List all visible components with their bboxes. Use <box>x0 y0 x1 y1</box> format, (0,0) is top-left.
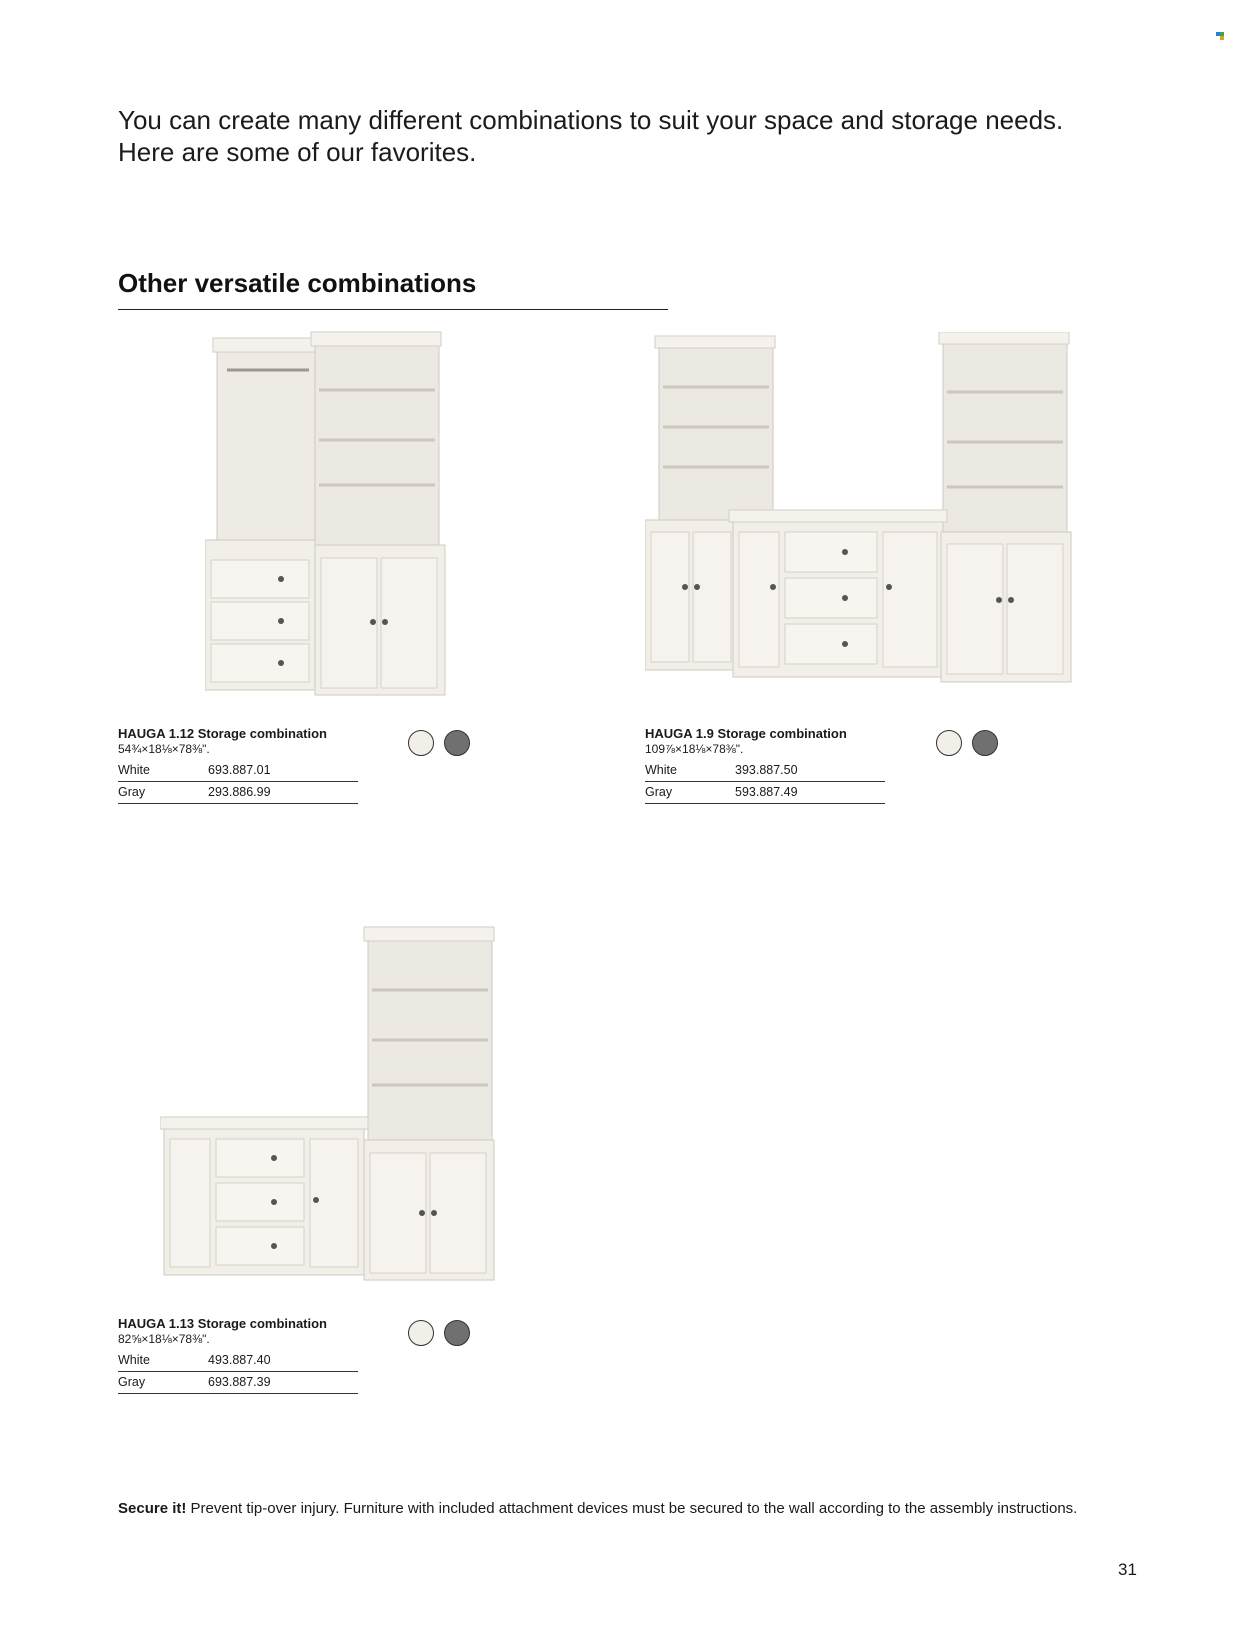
article-number: 693.887.01 <box>208 763 271 777</box>
product-name: HAUGA 1.9 Storage combination <box>645 726 847 741</box>
color-swatches <box>408 730 470 756</box>
variant-row-white <box>118 760 358 782</box>
variant-color: Gray <box>118 1375 146 1389</box>
variant-color: Gray <box>645 785 673 799</box>
color-swatches <box>936 730 998 756</box>
variant-color: White <box>118 763 150 777</box>
white-swatch[interactable] <box>408 730 434 756</box>
variant-row-gray <box>118 782 358 804</box>
safety-lead: Secure it! <box>118 1500 187 1517</box>
product-hauga-1-12 <box>118 726 358 804</box>
product-hauga-1-9 <box>645 726 885 804</box>
hauga-1-9-product-image <box>645 332 1075 702</box>
intro-line-2: Here are some of our favorites. <box>118 137 477 167</box>
gray-swatch[interactable] <box>444 730 470 756</box>
product-name: HAUGA 1.12 Storage combination <box>118 726 327 741</box>
safety-text: Prevent tip-over injury. Furniture with included attachment devices must be secured to the wall according to the assembly instructions. <box>186 1500 1078 1517</box>
variant-row-gray <box>645 782 885 804</box>
product-name: HAUGA 1.13 Storage combination <box>118 1316 327 1331</box>
white-swatch[interactable] <box>408 1320 434 1346</box>
product-dimensions: 82⅝×18⅛×78⅜". <box>118 1332 210 1346</box>
intro-text <box>118 104 1158 168</box>
white-swatch[interactable] <box>936 730 962 756</box>
article-number: 493.887.40 <box>208 1353 271 1367</box>
variant-color: White <box>645 763 677 777</box>
variant-color: Gray <box>118 785 146 799</box>
article-number: 593.887.49 <box>735 785 798 799</box>
article-number: 393.887.50 <box>735 763 798 777</box>
variant-row-white <box>645 760 885 782</box>
corner-mark-icon <box>1216 32 1224 40</box>
article-number: 293.886.99 <box>208 785 271 799</box>
section-title: Other versatile combinations <box>118 268 668 310</box>
intro-line-1: You can create many different combinations to suit your space and storage needs. <box>118 105 1064 135</box>
product-hauga-1-13 <box>118 1316 358 1394</box>
variant-row-white <box>118 1350 358 1372</box>
hauga-1-13-product-image <box>160 925 505 1285</box>
gray-swatch[interactable] <box>972 730 998 756</box>
product-dimensions: 54¾×18⅛×78⅜". <box>118 742 210 756</box>
hauga-1-12-product-image <box>205 330 460 700</box>
page-number: 31 <box>1118 1560 1137 1579</box>
article-number: 693.887.39 <box>208 1375 271 1389</box>
gray-swatch[interactable] <box>444 1320 470 1346</box>
safety-notice <box>118 1500 1077 1517</box>
variant-row-gray <box>118 1372 358 1394</box>
product-dimensions: 109⅞×18⅛×78⅜". <box>645 742 744 756</box>
color-swatches <box>408 1320 470 1346</box>
variant-color: White <box>118 1353 150 1367</box>
